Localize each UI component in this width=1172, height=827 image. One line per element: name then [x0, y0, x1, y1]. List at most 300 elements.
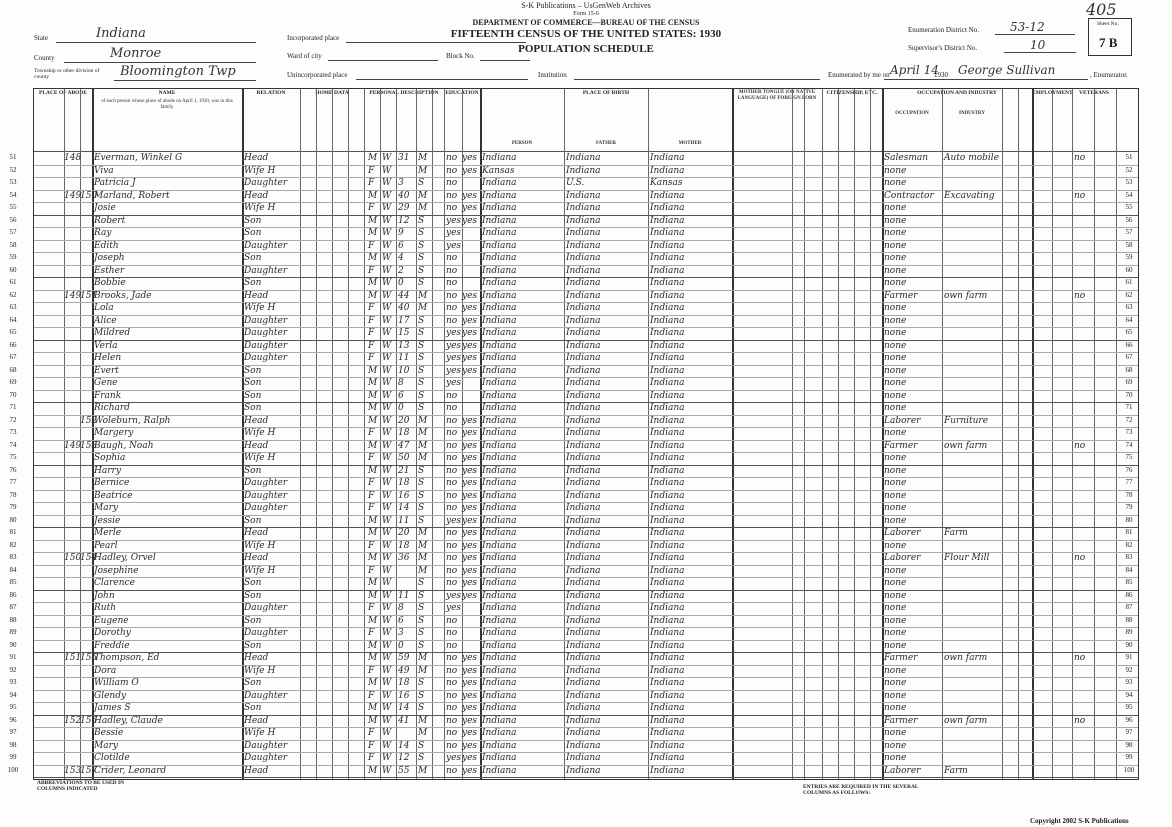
row-83-mar: M [418, 553, 428, 563]
row-96-race: W [382, 715, 392, 726]
row-62-age: 44 [398, 290, 410, 301]
row-99-pob: Indiana [482, 753, 517, 763]
row-65-mar: S [418, 328, 425, 338]
row-60-sch: no [446, 265, 458, 276]
row-54-fpob: Indiana [566, 190, 601, 201]
row-69-rel: Son [244, 378, 262, 388]
row-81-fpob: Indiana [566, 528, 601, 538]
row-69-occ: none [884, 378, 907, 388]
row-75-mar: M [418, 453, 428, 463]
row-99-read: yes [462, 753, 478, 763]
row-73-sch: no [446, 428, 458, 438]
row-68-mpob: Indiana [650, 365, 685, 376]
row-91-read: yes [462, 653, 478, 663]
row-96-mar: M [418, 715, 428, 726]
row-71-fpob: Indiana [566, 403, 601, 413]
row-74-fam: 153 [80, 440, 98, 451]
row-83-read: yes [462, 553, 478, 563]
row-52-line-right: 52 [1125, 165, 1133, 174]
row-97-sex: F [368, 728, 375, 738]
row-68-sex: M [368, 365, 378, 376]
row-63-mpob: Indiana [650, 303, 685, 313]
row-99-rel: Daughter [244, 753, 288, 763]
row-83-fpob: Indiana [566, 553, 601, 563]
row-55-mar: M [418, 203, 428, 213]
enumerated-label: Enumerated by me on [828, 71, 890, 79]
header-place-of-birth: PLACE OF BIRTH [582, 90, 630, 96]
row-71-sch: no [446, 403, 458, 413]
row-69-line-right: 69 [1125, 378, 1133, 386]
row-62-ind: own farm [944, 290, 988, 301]
row-99-name: Clotilde [94, 753, 130, 763]
row-92-rel: Wife H [244, 665, 276, 676]
row-68-name: Evert [94, 365, 119, 376]
row-85-rel: Son [244, 578, 262, 588]
row-83-race: W [382, 553, 392, 563]
row-96-rel: Head [244, 715, 269, 726]
row-63-occ: none [884, 303, 907, 313]
row-84-fpob: Indiana [566, 565, 601, 576]
row-76-pob: Indiana [482, 465, 517, 476]
row-75-age: 50 [398, 453, 410, 463]
township-value: Bloomington Twp [120, 64, 236, 79]
row-79-mpob: Indiana [650, 503, 685, 513]
row-67-pob: Indiana [482, 353, 517, 363]
row-71-race: W [382, 403, 392, 413]
row-88-name: Eugene [94, 615, 129, 626]
row-98-read: yes [462, 740, 478, 751]
row-51-read: yes [462, 153, 478, 163]
row-76-sch: no [446, 465, 458, 476]
row-71-mar: S [418, 403, 425, 413]
row-71-sex: M [368, 403, 378, 413]
row-84-name: Josephine [94, 565, 139, 576]
row-60-line-right: 60 [1125, 265, 1133, 274]
row-100-mpob: Indiana [650, 765, 685, 776]
row-62-mar: M [418, 290, 428, 301]
row-71-mpob: Indiana [650, 403, 685, 413]
banner-title: S-K Publications – UsGenWeb Archives [521, 1, 651, 10]
row-84-race: W [382, 565, 392, 576]
row-59-name: Joseph [94, 253, 125, 263]
unincorporated-label: Unincorporated place [287, 71, 348, 79]
row-92-fpob: Indiana [566, 665, 601, 676]
row-87-pob: Indiana [482, 603, 517, 613]
row-77-read: yes [462, 478, 478, 488]
row-75-pob: Indiana [482, 453, 517, 463]
row-59-age: 4 [398, 253, 404, 263]
row-98-line: 98 [9, 740, 17, 749]
form-number: Form 15-6 [573, 11, 599, 17]
row-85-line: 85 [9, 578, 17, 586]
row-98-line-right: 98 [1125, 740, 1133, 749]
row-87-occ: none [884, 603, 907, 613]
header-employment: EMPLOYMENT [1032, 90, 1073, 96]
row-89-rel: Daughter [244, 628, 288, 638]
row-66-read: yes [462, 340, 478, 351]
row-82-pob: Indiana [482, 540, 517, 551]
row-91-line: 91 [9, 653, 17, 661]
row-72-mar: M [418, 415, 428, 426]
row-51-dw: 148 [64, 153, 82, 163]
row-63-line-right: 63 [1125, 303, 1133, 311]
row-65-age: 15 [398, 328, 410, 338]
row-89-mpob: Indiana [650, 628, 685, 638]
row-63-fpob: Indiana [566, 303, 601, 313]
row-98-fpob: Indiana [566, 740, 601, 751]
row-56-read: yes [462, 215, 478, 226]
row-64-mpob: Indiana [650, 315, 685, 326]
row-67-line-right: 67 [1125, 353, 1133, 361]
row-68-sch: yes [446, 365, 462, 376]
row-61-line-right: 61 [1125, 278, 1133, 286]
row-98-mar: S [418, 740, 425, 751]
row-65-fpob: Indiana [566, 328, 601, 338]
row-79-name: Mary [94, 503, 118, 513]
row-85-race: W [382, 578, 392, 588]
row-67-read: yes [462, 353, 478, 363]
row-93-pob: Indiana [482, 678, 517, 688]
row-77-pob: Indiana [482, 478, 517, 488]
row-68-rel: Son [244, 365, 262, 376]
row-54-line-right: 54 [1125, 190, 1133, 199]
row-62-occ: Farmer [884, 290, 918, 301]
row-89-sex: F [368, 628, 375, 638]
row-99-line: 99 [9, 753, 17, 761]
row-85-read: yes [462, 578, 478, 588]
row-83-sex: M [368, 553, 378, 563]
row-76-mar: S [418, 465, 425, 476]
row-93-rel: Son [244, 678, 262, 688]
enum-district-value: 53-12 [1010, 20, 1045, 34]
row-54-ind: Excavating [944, 190, 995, 201]
row-53-mar: S [418, 178, 425, 188]
row-72-pob: Indiana [482, 415, 517, 426]
row-53-sex: F [368, 178, 375, 188]
row-58-pob: Indiana [482, 240, 517, 251]
row-82-race: W [382, 540, 392, 551]
row-75-read: yes [462, 453, 478, 463]
row-98-sex: F [368, 740, 375, 751]
row-91-fam: 155 [80, 653, 98, 663]
row-70-pob: Indiana [482, 390, 517, 401]
row-73-line-right: 73 [1125, 428, 1133, 436]
row-66-sex: F [368, 340, 375, 351]
row-74-ind: own farm [944, 440, 988, 451]
row-100-fam: 157 [80, 765, 98, 776]
row-67-fpob: Indiana [566, 353, 601, 363]
row-57-line: 57 [9, 228, 17, 236]
row-62-sch: no [446, 290, 458, 301]
row-99-age: 12 [398, 753, 410, 763]
row-65-line: 65 [9, 328, 17, 336]
supervisor-value: 10 [1030, 38, 1046, 52]
row-81-rel: Head [244, 528, 269, 538]
row-100-sch: no [446, 765, 458, 776]
row-76-race: W [382, 465, 392, 476]
row-96-dw: 152 [64, 715, 82, 726]
row-53-race: W [382, 178, 392, 188]
row-73-sex: F [368, 428, 375, 438]
row-60-line: 60 [9, 265, 17, 274]
ward-label: Ward of city [287, 52, 322, 60]
sheet-label: Sheet No. [1097, 21, 1119, 27]
row-80-race: W [382, 515, 392, 526]
row-64-line-right: 64 [1125, 315, 1133, 324]
row-75-rel: Wife H [244, 453, 276, 463]
row-83-name: Hadley, Orvel [94, 553, 156, 563]
row-75-mpob: Indiana [650, 453, 685, 463]
header-relation: RELATION [256, 90, 286, 96]
footer [33, 778, 1137, 818]
row-74-sch: no [446, 440, 458, 451]
row-57-occ: none [884, 228, 907, 238]
row-88-sch: no [446, 615, 458, 626]
row-54-vet: no [1074, 190, 1086, 201]
row-94-line-right: 94 [1125, 690, 1133, 699]
row-87-sch: yes [446, 603, 462, 613]
row-76-name: Harry [94, 465, 121, 476]
row-98-name: Mary [94, 740, 118, 751]
row-66-occ: none [884, 340, 907, 351]
row-90-line: 90 [9, 640, 17, 649]
row-52-sex: F [368, 165, 375, 176]
row-61-age: 0 [398, 278, 404, 288]
row-71-name: Richard [94, 403, 130, 413]
row-89-age: 3 [398, 628, 404, 638]
row-75-sch: no [446, 453, 458, 463]
row-68-occ: none [884, 365, 907, 376]
row-98-mpob: Indiana [650, 740, 685, 751]
header-father: FATHER [595, 141, 617, 146]
row-85-mpob: Indiana [650, 578, 685, 588]
row-87-sex: F [368, 603, 375, 613]
row-58-sch: yes [446, 240, 462, 251]
row-88-age: 6 [398, 615, 404, 626]
row-72-read: yes [462, 415, 478, 426]
row-81-ind: Farm [944, 528, 968, 538]
row-67-line: 67 [9, 353, 17, 361]
row-85-pob: Indiana [482, 578, 517, 588]
row-73-mar: M [418, 428, 428, 438]
row-60-pob: Indiana [482, 265, 517, 276]
row-93-age: 18 [398, 678, 410, 688]
row-83-rel: Head [244, 553, 269, 563]
row-64-name: Alice [94, 315, 117, 326]
row-82-read: yes [462, 540, 478, 551]
row-85-mar: S [418, 578, 425, 588]
row-95-mpob: Indiana [650, 703, 685, 713]
row-65-race: W [382, 328, 392, 338]
row-79-fpob: Indiana [566, 503, 601, 513]
row-90-sex: M [368, 640, 378, 651]
row-60-occ: none [884, 265, 907, 276]
row-55-name: Josie [94, 203, 116, 213]
row-99-race: W [382, 753, 392, 763]
row-82-occ: none [884, 540, 907, 551]
row-82-sex: F [368, 540, 375, 551]
row-66-line-right: 66 [1125, 340, 1133, 349]
row-55-age: 29 [398, 203, 410, 213]
row-90-occ: none [884, 640, 907, 651]
row-54-dw: 149 [64, 190, 82, 201]
row-96-fam: 156 [80, 715, 98, 726]
row-91-sex: M [368, 653, 378, 663]
row-96-vet: no [1074, 715, 1086, 726]
row-54-line: 54 [9, 190, 17, 199]
row-81-read: yes [462, 528, 478, 538]
row-67-race: W [382, 353, 392, 363]
row-79-line: 79 [9, 503, 17, 511]
row-54-sex: M [368, 190, 378, 201]
row-58-mar: S [418, 240, 425, 251]
row-56-age: 12 [398, 215, 410, 226]
row-100-pob: Indiana [482, 765, 517, 776]
row-88-line: 88 [9, 615, 17, 624]
row-71-line: 71 [9, 403, 17, 411]
row-62-mpob: Indiana [650, 290, 685, 301]
header-personal: PERSONAL DESCRIPTION [369, 90, 439, 96]
row-57-mpob: Indiana [650, 228, 685, 238]
row-89-race: W [382, 628, 392, 638]
row-64-occ: none [884, 315, 907, 326]
supervisor-label: Supervisor's District No. [908, 44, 978, 52]
row-87-line: 87 [9, 603, 17, 611]
row-68-mar: S [418, 365, 425, 376]
row-92-occ: none [884, 665, 907, 676]
row-95-pob: Indiana [482, 703, 517, 713]
row-55-line-right: 55 [1125, 203, 1133, 211]
row-58-name: Edith [94, 240, 119, 251]
copyright: Copyright 2002 S-K Publications [1030, 817, 1129, 825]
row-81-mpob: Indiana [650, 528, 685, 538]
row-96-sex: M [368, 715, 378, 726]
row-71-line-right: 71 [1125, 403, 1133, 411]
row-91-race: W [382, 653, 392, 663]
row-86-pob: Indiana [482, 590, 517, 601]
row-94-mpob: Indiana [650, 690, 685, 701]
row-58-mpob: Indiana [650, 240, 685, 251]
row-80-occ: none [884, 515, 907, 526]
row-62-vet: no [1074, 290, 1086, 301]
row-77-race: W [382, 478, 392, 488]
row-74-sex: M [368, 440, 378, 451]
row-59-sex: M [368, 253, 378, 263]
row-78-mar: S [418, 490, 425, 501]
row-87-race: W [382, 603, 392, 613]
row-100-read: yes [462, 765, 478, 776]
row-56-name: Robert [94, 215, 126, 226]
row-87-name: Ruth [94, 603, 116, 613]
row-100-mar: M [418, 765, 428, 776]
row-54-age: 40 [398, 190, 410, 201]
row-61-mpob: Indiana [650, 278, 685, 288]
row-97-pob: Indiana [482, 728, 517, 738]
row-81-mar: M [418, 528, 428, 538]
row-57-pob: Indiana [482, 228, 517, 238]
row-59-pob: Indiana [482, 253, 517, 263]
row-79-line-right: 79 [1125, 503, 1133, 511]
row-83-sch: no [446, 553, 458, 563]
row-67-mpob: Indiana [650, 353, 685, 363]
row-94-race: W [382, 690, 392, 701]
row-77-age: 18 [398, 478, 410, 488]
row-99-mpob: Indiana [650, 753, 685, 763]
row-70-age: 6 [398, 390, 404, 401]
row-88-fpob: Indiana [566, 615, 601, 626]
row-55-fpob: Indiana [566, 203, 601, 213]
row-58-line: 58 [9, 240, 17, 249]
row-59-line-right: 59 [1125, 253, 1133, 261]
row-70-sch: no [446, 390, 458, 401]
row-89-mar: S [418, 628, 425, 638]
row-80-pob: Indiana [482, 515, 517, 526]
row-83-age: 36 [398, 553, 410, 563]
enumerated-date: April 14 [890, 63, 939, 77]
census-year: 1930 [934, 71, 948, 79]
row-79-race: W [382, 503, 392, 513]
row-87-age: 8 [398, 603, 404, 613]
row-52-line: 52 [9, 165, 17, 174]
row-86-age: 11 [398, 590, 410, 601]
row-92-name: Dora [94, 665, 117, 676]
row-66-pob: Indiana [482, 340, 517, 351]
row-62-dw: 149 [64, 290, 82, 301]
header-citizenship: CITIZENSHIP, ETC. [826, 90, 878, 96]
row-72-mpob: Indiana [650, 415, 685, 426]
row-64-read: yes [462, 315, 478, 326]
row-82-mpob: Indiana [650, 540, 685, 551]
row-96-mpob: Indiana [650, 715, 685, 726]
row-62-sex: M [368, 290, 378, 301]
row-69-line: 69 [9, 378, 17, 386]
township-label: Township or other division of county [34, 68, 100, 80]
row-55-mpob: Indiana [650, 203, 685, 213]
row-65-rel: Daughter [244, 328, 288, 338]
row-57-rel: Son [244, 228, 262, 238]
row-81-line: 81 [9, 528, 17, 536]
row-78-name: Beatrice [94, 490, 133, 501]
row-57-age: 9 [398, 228, 404, 238]
row-77-fpob: Indiana [566, 478, 601, 488]
row-77-line: 77 [9, 478, 17, 486]
row-91-line-right: 91 [1125, 653, 1133, 661]
row-100-ind: Farm [944, 765, 968, 776]
row-83-line-right: 83 [1125, 553, 1133, 561]
row-68-line-right: 68 [1125, 365, 1133, 374]
population-table [7, 88, 1139, 780]
row-97-occ: none [884, 728, 907, 738]
row-83-ind: Flour Mill [944, 553, 990, 563]
row-95-occ: none [884, 703, 907, 713]
row-56-race: W [382, 215, 392, 226]
row-80-name: Jessie [94, 515, 121, 526]
row-61-line: 61 [9, 278, 17, 286]
row-54-occ: Contractor [884, 190, 934, 201]
row-53-rel: Daughter [244, 178, 288, 188]
row-66-sch: yes [446, 340, 462, 351]
row-82-rel: Wife H [244, 540, 276, 551]
row-55-sex: F [368, 203, 375, 213]
row-64-line: 64 [9, 315, 17, 324]
row-70-occ: none [884, 390, 907, 401]
header-occupation: OCCUPATION [895, 111, 929, 116]
row-67-name: Helen [94, 353, 122, 363]
row-51-mar: M [418, 153, 428, 163]
row-97-race: W [382, 728, 392, 738]
row-56-sch: yes [446, 215, 462, 226]
row-65-mpob: Indiana [650, 328, 685, 338]
